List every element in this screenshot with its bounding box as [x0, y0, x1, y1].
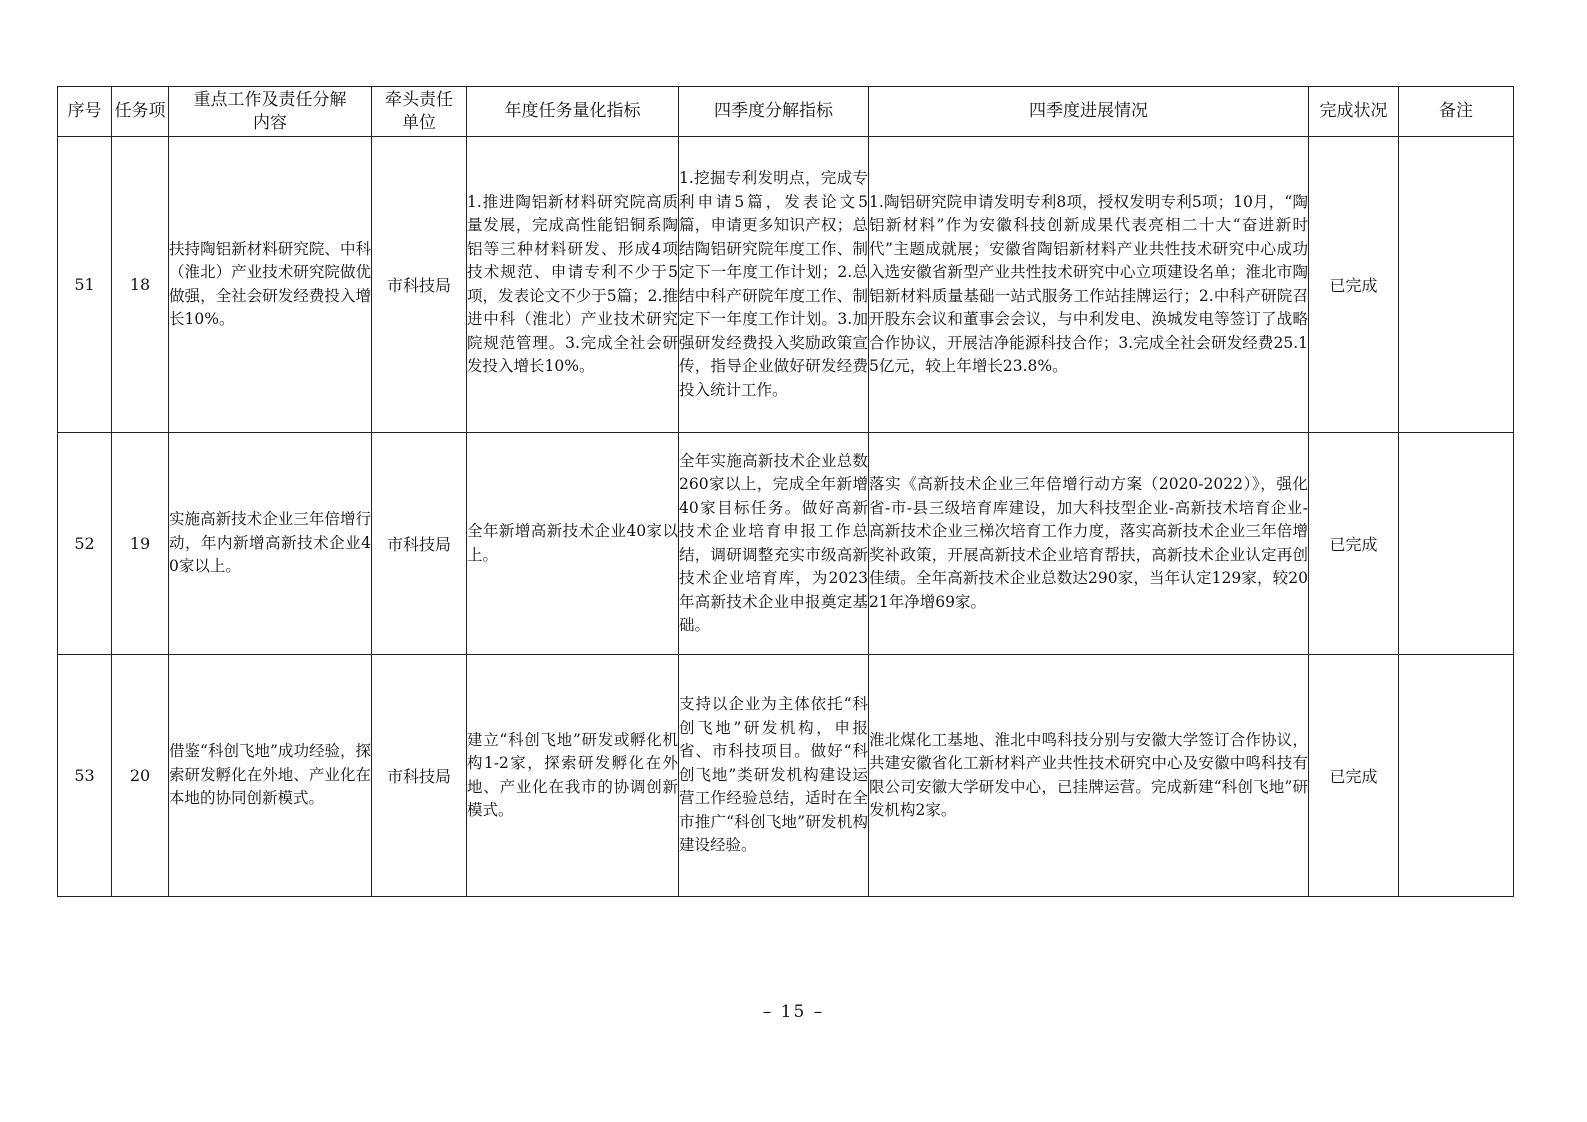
cell-seq: 51	[58, 137, 112, 433]
cell-q4: 支持以企业为主体依托“科创飞地”研发机构，申报省、市科技项目。做好“科创飞地”类研发机构建设运营工作经验总结，适时在全市推广“科创飞地”研发机构建设经验。	[679, 655, 869, 897]
cell-remark	[1399, 433, 1514, 655]
header-work-text: 重点工作及责任分解内容	[193, 89, 347, 133]
header-remark: 备注	[1399, 87, 1514, 137]
table-row	[58, 655, 1514, 897]
table-row	[58, 433, 1514, 655]
cell-task: 19	[112, 433, 169, 655]
cell-unit: 市科技局	[372, 655, 467, 897]
table-header-row	[58, 87, 1514, 137]
cell-remark	[1399, 137, 1514, 433]
cell-task: 18	[112, 137, 169, 433]
header-seq: 序号	[58, 87, 112, 137]
table-row	[58, 137, 1514, 433]
header-annual: 年度任务量化指标	[467, 87, 679, 137]
header-q4: 四季度分解指标	[679, 87, 869, 137]
cell-work: 扶持陶铝新材料研究院、中科（淮北）产业技术研究院做优做强，全社会研发经费投入增长10%。	[169, 137, 372, 433]
cell-work: 借鉴“科创飞地”成功经验，探索研发孵化在外地、产业化在本地的协同创新模式。	[169, 655, 372, 897]
cell-status: 已完成	[1309, 655, 1399, 897]
header-task: 任务项	[112, 87, 169, 137]
header-work	[169, 87, 372, 137]
cell-task: 20	[112, 655, 169, 897]
cell-seq: 52	[58, 433, 112, 655]
cell-annual: 全年新增高新技术企业40家以上。	[467, 433, 679, 655]
cell-status: 已完成	[1309, 433, 1399, 655]
cell-work: 实施高新技术企业三年倍增行动，年内新增高新技术企业40家以上。	[169, 433, 372, 655]
page-number: – 15 –	[762, 1002, 825, 1022]
header-unit	[372, 87, 467, 137]
cell-q4: 1.挖掘专利发明点，完成专利申请5篇，发表论文5篇，申请更多知识产权；总结陶铝研究院年度工作、制定下一年度工作计划；2.总结中科产研院年度工作、制定下一年度工作计划。3.加强研发经费投入奖励政策宣传，指导企业做好研发经费投入统计工作。	[679, 137, 869, 433]
cell-unit: 市科技局	[372, 137, 467, 433]
cell-remark	[1399, 655, 1514, 897]
cell-q4: 全年实施高新技术企业总数260家以上，完成全年新增40家目标任务。做好高新技术企业培育申报工作总结，调研调整充实市级高新技术企业培育库，为2023年高新技术企业申报奠定基础。	[679, 433, 869, 655]
progress-table	[57, 86, 1514, 897]
cell-progress: 1.陶铝研究院申请发明专利8项，授权发明专利5项；10月，“陶铝新材料”作为安徽科技创新成果代表亮相二十大“奋进新时代”主题成就展；安徽省陶铝新材料产业共性技术研究中心成功入选安徽省新型产业共性技术研究中心立项建设名单；淮北市陶铝新材料质量基础一站式服务工作站挂牌运行；2.中科产研院召开股东会议和董事会会议，与中利发电、涣城发电等签订了战略合作协议，开展洁净能源科技合作；3.完成全社会研发经费25.15亿元，较上年增长23.8%。	[869, 137, 1309, 433]
cell-annual: 建立“科创飞地”研发或孵化机构1-2家，探索研发孵化在外地、产业化在我市的协调创新模式。	[467, 655, 679, 897]
cell-progress: 淮北煤化工基地、淮北中鸣科技分别与安徽大学签订合作协议，共建安徽省化工新材料产业共性技术研究中心及安徽中鸣科技有限公司安徽大学研发中心，已挂牌运营。完成新建“科创飞地”研发机构2家。	[869, 655, 1309, 897]
header-progress: 四季度进展情况	[869, 87, 1309, 137]
header-status: 完成状况	[1309, 87, 1399, 137]
header-unit-text: 牵头责任单位	[385, 89, 453, 133]
cell-seq: 53	[58, 655, 112, 897]
cell-progress: 落实《高新技术企业三年倍增行动方案（2020-2022）》，强化省-市-县三级培育库建设，加大科技型企业-高新技术培育企业-高新技术企业三梯次培育工作力度，落实高新技术企业三年倍增奖补政策，开展高新技术企业培育帮扶，高新技术企业认定再创佳绩。全年高新技术企业总数达290家，当年认定129家，较2021年净增69家。	[869, 433, 1309, 655]
cell-annual: 1.推进陶铝新材料研究院高质量发展，完成高性能铝铜系陶铝等三种材料研发、形成4项技术规范、申请专利不少于5项，发表论文不少于5篇；2.推进中科（淮北）产业技术研究院规范管理。3.完成全社会研发投入增长10%。	[467, 137, 679, 433]
cell-unit: 市科技局	[372, 433, 467, 655]
cell-status: 已完成	[1309, 137, 1399, 433]
